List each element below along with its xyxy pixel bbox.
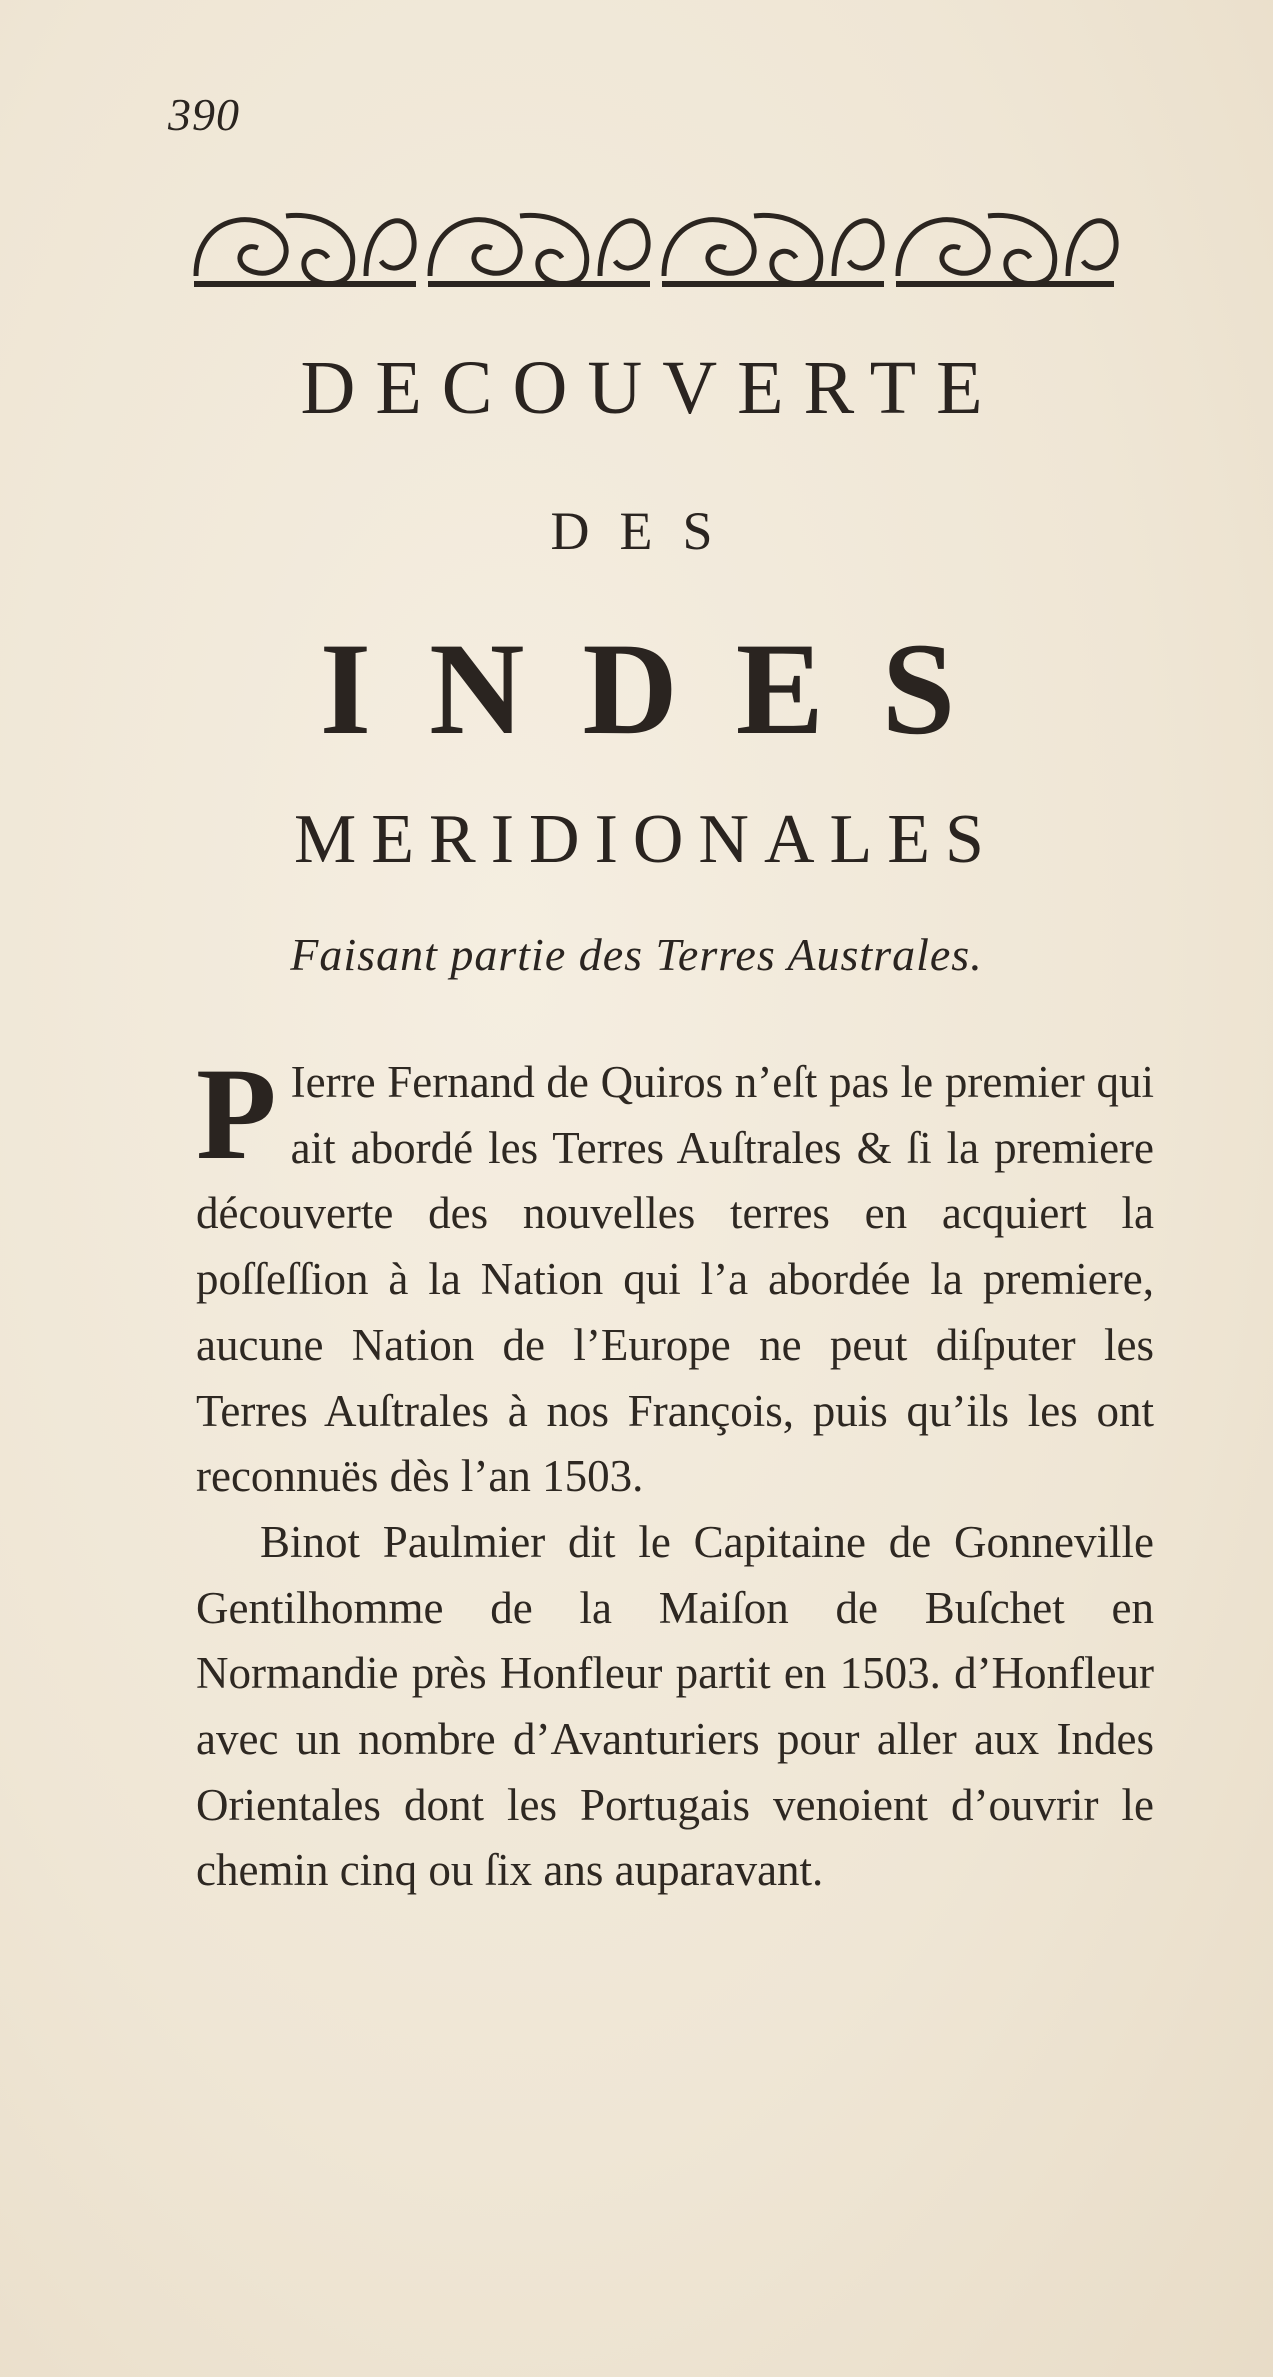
title-decouverte: DECOUVERTE <box>300 346 1003 430</box>
paragraph-1-text: Ierre Fernand de Quiros n’eſt pas le premier qui ait abordé les Terres Auſtrales & ſi la premiere découverte des nouvelles terres en acquiert la poſſeſſion à la Nation qui l’a abordée la premiere, aucune Nation de l’Europe ne peut diſputer les Terres Auſtrales à nos François, puis qu’ils les ont reconnuës dès l’an 1503. <box>196 1057 1154 1502</box>
ornamental-headband <box>186 196 1120 296</box>
ornament-unit <box>194 215 416 284</box>
paragraph-2: Binot Paulmier dit le Capitaine de Gonneville Gentilhomme de la Maiſon de Buſchet en Normandie près Honfleur partit en 1503. d’Honfleur avec un nombre d’Avanturiers pour aller aux Indes Orientales dont les Portugais venoient d’ouvrir le chemin cinq ou ſix ans auparavant. <box>196 1516 1154 1896</box>
drop-cap: P <box>196 1040 277 1187</box>
page-number: 390 <box>168 89 240 140</box>
title-indes: INDES <box>319 615 1014 762</box>
title-meridionales: MERIDIONALES <box>294 801 999 878</box>
paragraph-1 <box>196 1040 1154 1510</box>
body-text <box>196 1040 1154 1904</box>
subtitle: Faisant partie des Terres Australes. <box>290 929 983 980</box>
title-des: DES <box>550 501 743 561</box>
